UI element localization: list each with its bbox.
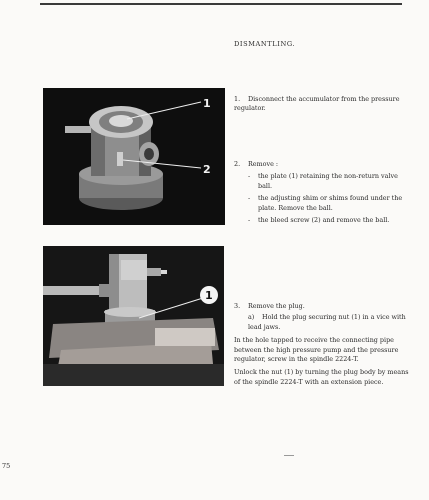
list-item-text: the plate (1) retaining the non-return valve ball. xyxy=(258,172,398,190)
top-rule xyxy=(40,3,402,5)
callout-1: 1 xyxy=(205,289,213,302)
sub-step-text: Hold the plug securing nut (1) in a vice with lead jaws. xyxy=(248,313,406,331)
list-item: - the bleed screw (2) and remove the ball. xyxy=(234,216,410,225)
list-item-text: the adjusting shim or shims found under the plate. Remove the ball. xyxy=(258,194,403,212)
step-3 xyxy=(234,302,414,387)
paragraph: Unlock the nut (1) by turning the plug body by means of the spindle 2224-T with an extension piece. xyxy=(234,368,409,386)
list-item: - the plate (1) retaining the non-return valve ball. xyxy=(234,172,410,191)
paragraph: In the hole tapped to receive the connecting pipe between the high pressure pump and the pressure regulator, screw in the spindle 2224-T. xyxy=(234,336,399,364)
step-number: 3. xyxy=(234,302,241,310)
callout-2: 2 xyxy=(203,163,211,176)
sub-step-label: a) xyxy=(248,313,255,322)
section-heading: DISMANTLING. xyxy=(234,40,296,48)
list-item-text: the bleed screw (2) and remove the ball. xyxy=(258,216,390,225)
list-item: - the adjusting shim or shims found under the plate. Remove the ball. xyxy=(234,194,410,213)
page-number: 75 xyxy=(2,462,11,470)
step-text: Remove the plug. xyxy=(248,302,305,310)
step-text: Disconnect the accumulator from the pressure regulator. xyxy=(234,95,400,113)
photo-plug-in-vice xyxy=(43,246,224,386)
callout-1: 1 xyxy=(203,97,211,110)
mark xyxy=(284,455,294,456)
step-1 xyxy=(234,95,410,114)
step-2 xyxy=(234,160,410,225)
sub-step-a xyxy=(234,313,414,332)
step-number: 2. xyxy=(234,160,241,168)
photo-regulator-top xyxy=(43,88,225,225)
step-number: 1. xyxy=(234,95,241,103)
step-intro: Remove : xyxy=(248,160,279,168)
